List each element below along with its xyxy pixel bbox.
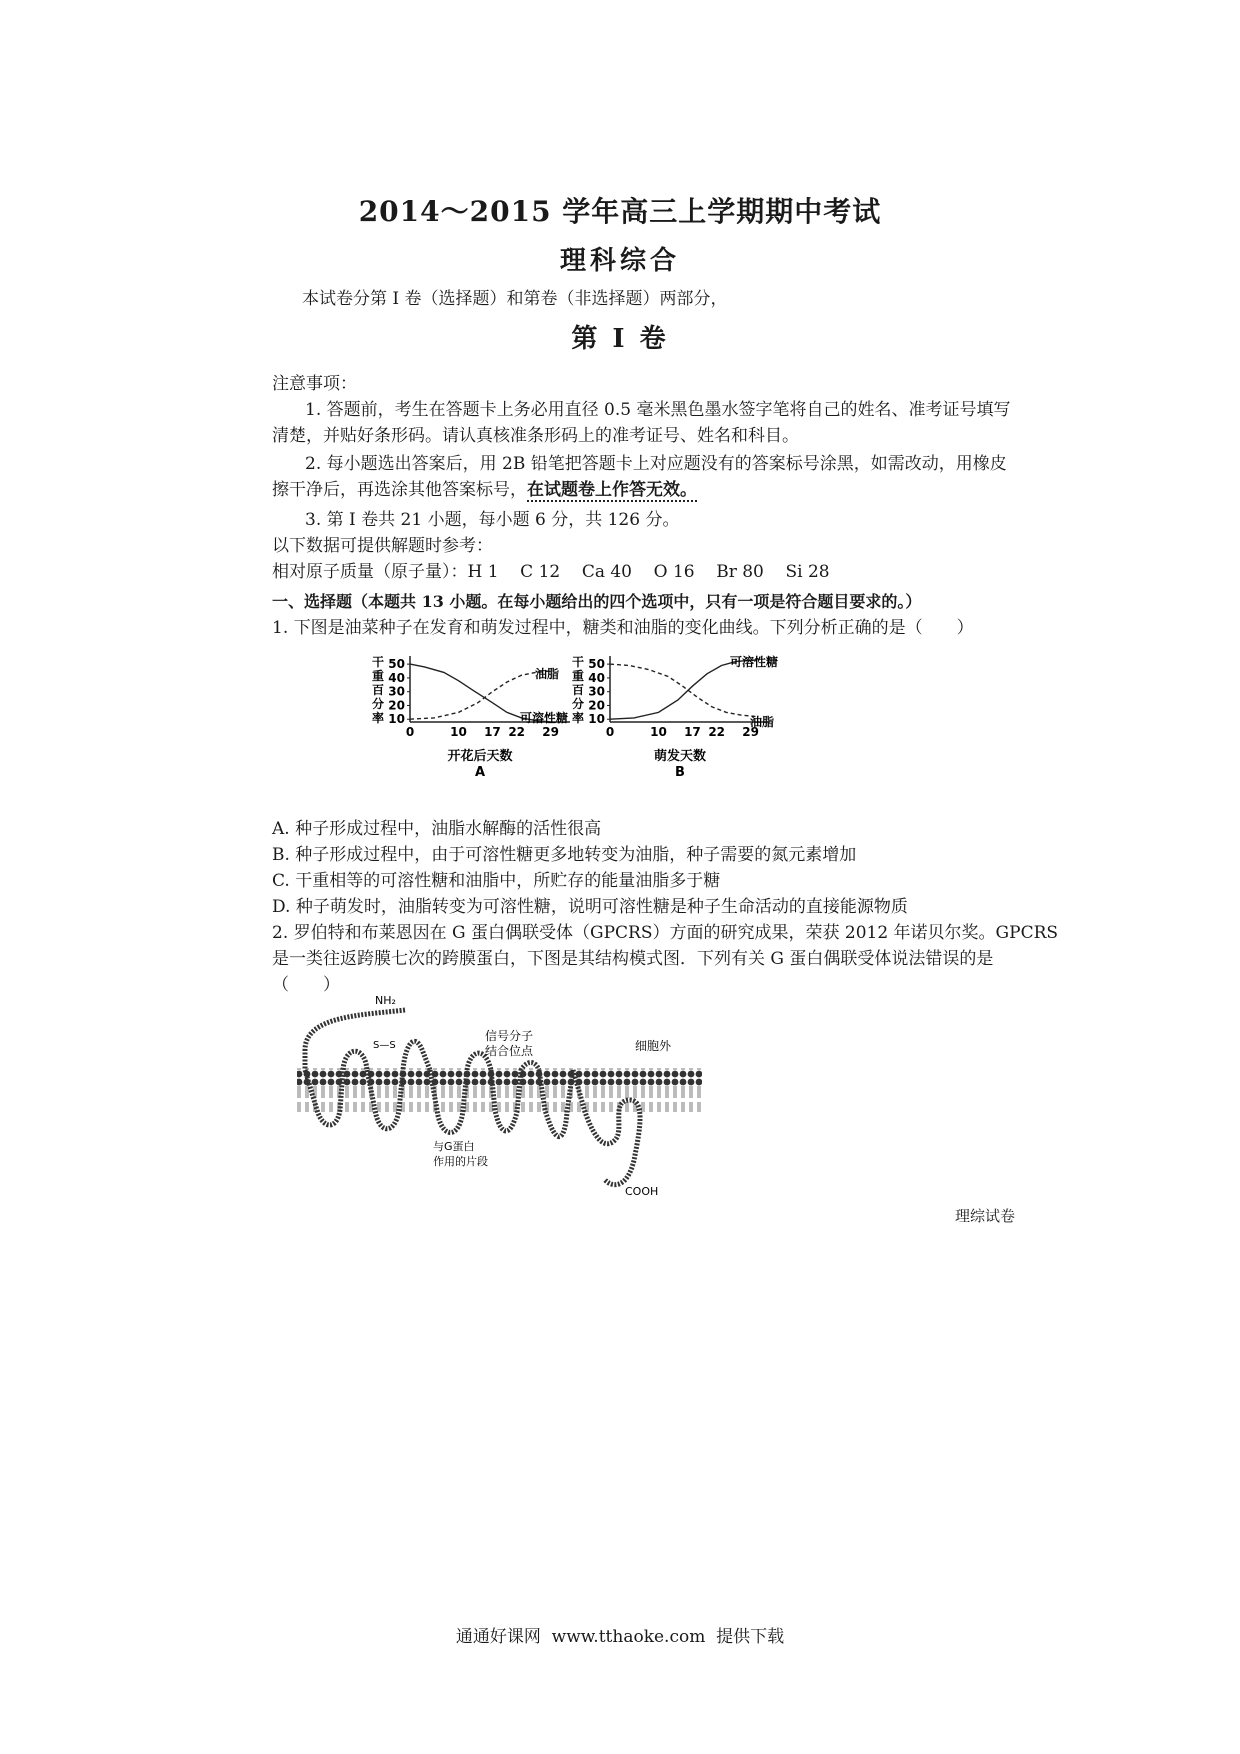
chart-a (372, 654, 570, 780)
notes-heading: 注意事项： (272, 374, 357, 394)
g-protein-segment-label-2: 作用的片段 (433, 1155, 488, 1168)
chart-b-x-label: 萌发天数 (653, 749, 707, 764)
gpcr-structure-figure (295, 990, 715, 1205)
chart-a-x-tick-label: 0 (405, 725, 415, 739)
q2-stem-line-2: 是一类往返跨膜七次的跨膜蛋白，下图是其结构模式图．下列有关 G 蛋白偶联受体说法错误的是 (272, 949, 994, 969)
exam-intro: 本试卷分第 I 卷（选择题）和第卷（非选择题）两部分， (302, 289, 728, 309)
chart-b-series-label: 可溶性糖 (730, 655, 779, 669)
chart-b-y-tick-label: 30 (588, 684, 605, 699)
chart-b-series-label: 油脂 (750, 715, 775, 729)
paper-tag: 理综试卷 (955, 1207, 1016, 1225)
chart-a-y-tick-label: 50 (388, 657, 405, 672)
chart-a-x-tick-label: 17 (484, 725, 501, 739)
footer-source: 通通好课网 www.tthaoke.com 提供下载 (455, 1627, 785, 1647)
chart-b-y-label-char: 百 (571, 683, 585, 697)
note-2-line-2-text: 擦干净后，再选涂其他答案标号， (272, 480, 527, 500)
extracellular-label: 细胞外 (635, 1039, 672, 1053)
chart-b-x-tick-label: 17 (684, 725, 701, 739)
chart-b-x-tick-label: 10 (650, 725, 667, 739)
note-2-line-1: 2. 每小题选出答案后，用 2B 铅笔把答题卡上对应题没有的答案标号涂黑，如需改动，用橡皮 (305, 454, 1007, 474)
exam-title: 2014～2015 学年高三上学期期中考试 (358, 195, 882, 228)
note-1-line-2: 清楚，并贴好条形码。请认真核准条形码上的准考证号、姓名和科目。 (272, 426, 799, 446)
chart-b-y-tick-label: 10 (588, 712, 605, 727)
chart-a-y-label-char: 干 (371, 655, 385, 669)
q1-option-c: C. 干重相等的可溶性糖和油脂中，所贮存的能量油脂多于糖 (272, 871, 721, 891)
chart-a-y-tick-label: 10 (388, 712, 405, 727)
chart-b-series-line (610, 664, 756, 716)
atomic-mass-line: 相对原子质量（原子量）：H 1 C 12 Ca 40 O 16 Br 80 Si 28 (272, 562, 830, 582)
chart-b-y-label-char: 重 (571, 669, 585, 683)
chart-b-x-tick-label: 29 (742, 725, 759, 739)
q2-stem-line-1: 2. 罗伯特和布莱恩因在 G 蛋白偶联受体（GPCRS）方面的研究成果，荣获 2012 年诺贝尔奖。GPCRS (272, 923, 1059, 943)
chart-b (572, 654, 778, 780)
chart-a-x-tick-label: 10 (450, 725, 467, 739)
g-protein-segment-label-1: 与G蛋白 (433, 1140, 475, 1153)
chart-a-y-label-char: 百 (371, 683, 385, 697)
chart-a-series-label: 可溶性糖 (520, 711, 569, 725)
chart-a-x-tick-label: 29 (542, 725, 559, 739)
q1-option-b: B. 种子形成过程中，由于可溶性糖更多地转变为油脂，种子需要的氮元素增加 (272, 845, 857, 865)
lipid-bilayer (297, 1068, 702, 1112)
chart-a-x-tick-label: 22 (508, 725, 526, 739)
chart-a-y-tick-label: 20 (388, 698, 405, 713)
q1-option-d: D. 种子萌发时，油脂转变为可溶性糖，说明可溶性糖是种子生命活动的直接能源物质 (272, 897, 908, 917)
chart-a-y-label-char: 分 (371, 697, 385, 711)
chart-b-y-label-char: 分 (571, 697, 585, 711)
disulfide-label: S—S (373, 1040, 396, 1051)
q1-option-a: A. 种子形成过程中，油脂水解酶的活性很高 (272, 819, 602, 839)
chart-b-x-tick-label: 0 (605, 725, 615, 739)
chart-b-x-tick-label: 22 (708, 725, 726, 739)
note-2-emphasis: 在试题卷上作答无效。 (527, 480, 697, 500)
signal-site-label-2: 结合位点 (485, 1044, 534, 1058)
chart-a-x-label: 开花后天数 (447, 749, 513, 764)
signal-site-label-1: 信号分子 (485, 1029, 534, 1043)
note-3: 3. 第 I 卷共 21 小题，每小题 6 分，共 126 分。 (305, 510, 680, 530)
chart-b-panel-label: B (675, 765, 685, 780)
note-2-line-2 (272, 476, 697, 504)
chart-a-y-label-char: 率 (371, 711, 385, 725)
chart-b-y-tick-label: 50 (588, 657, 605, 672)
nh2-label: NH₂ (375, 994, 396, 1007)
reference-data-heading: 以下数据可提供解题时参考： (272, 536, 493, 556)
chart-a-y-label-char: 重 (371, 669, 385, 683)
chart-b-y-label-char: 率 (571, 711, 585, 725)
volume-heading: 第 I 卷 (571, 324, 669, 354)
chart-b-y-tick-label: 20 (588, 698, 605, 713)
chart-b-y-tick-label: 40 (588, 670, 605, 685)
chart-a-series-label: 油脂 (535, 667, 560, 681)
cooh-label: COOH (625, 1185, 659, 1198)
chart-a-panel-label: A (474, 765, 486, 780)
q1-stem: 1. 下图是油菜种子在发育和萌发过程中，糖类和油脂的变化曲线。下列分析正确的是（ ） (272, 618, 974, 638)
q2-stem-line-3: （ ） (272, 975, 340, 995)
section-1-heading: 一、选择题（本题共 13 小题。在每小题给出的四个选项中，只有一项是符合题目要求的。） (272, 592, 922, 611)
q1-charts (370, 650, 820, 815)
exam-subtitle: 理科综合 (559, 246, 680, 276)
note-1-line-1: 1. 答题前，考生在答题卡上务必用直径 0.5 毫米黑色墨水签字笔将自己的姓名、准考证号填写 (305, 400, 1011, 420)
chart-b-y-label-char: 干 (571, 655, 585, 669)
chart-a-y-tick-label: 30 (388, 684, 405, 699)
chart-a-y-tick-label: 40 (388, 670, 405, 685)
